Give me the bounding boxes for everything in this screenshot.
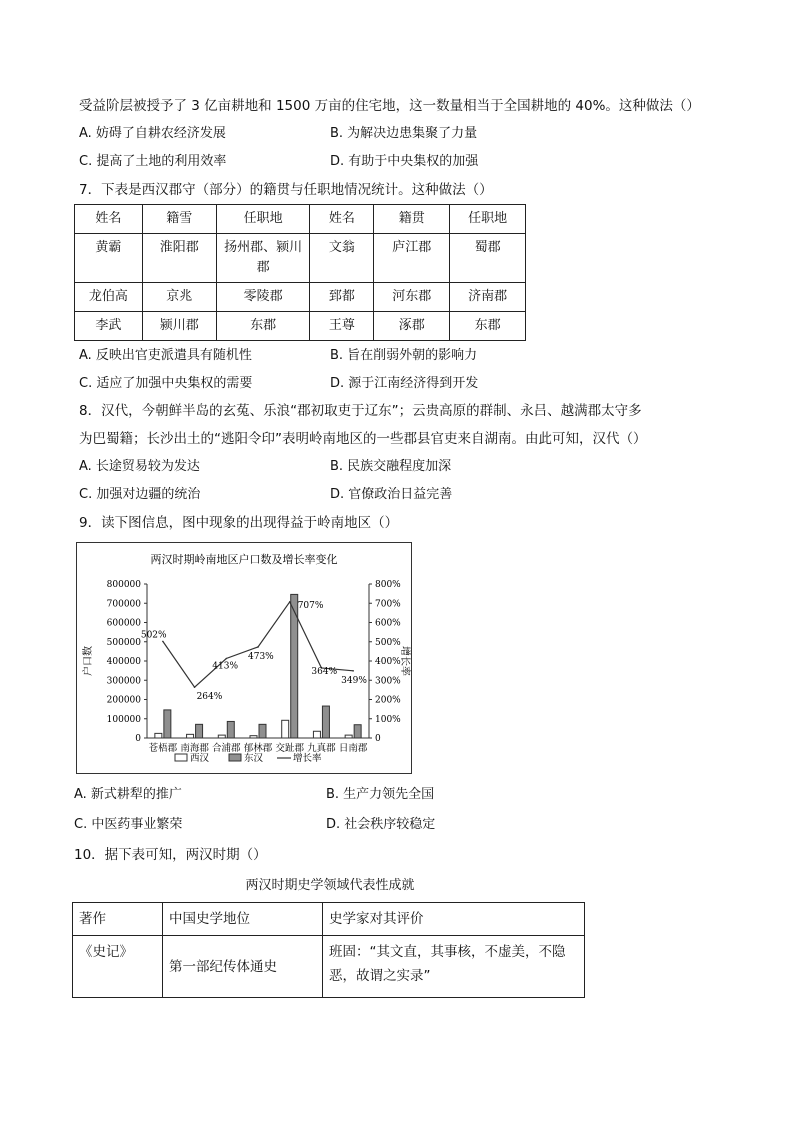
table-cell: 颍川郡: [142, 312, 216, 341]
table-header-row: [73, 903, 585, 936]
data-label: 502%: [140, 630, 167, 641]
q6-option-a[interactable]: A. 妨碍了自耕农经济发展: [79, 126, 226, 141]
q6-stem-tail: 受益阶层被授予了 3 亿亩耕地和 1500 万亩的住宅地，这一数量相当于全国耕地的 40%。这种做法（）: [79, 98, 700, 114]
y-tick-label: 800000: [106, 580, 141, 590]
y2-tick-label: 100%: [375, 714, 401, 725]
y-tick-label: 0: [135, 734, 141, 744]
data-label: 364%: [311, 666, 338, 677]
table-header-cell: 史学家对其评价: [323, 903, 585, 936]
y2-tick-label: 800%: [375, 580, 401, 590]
table-header-cell: 籍雪: [142, 205, 216, 234]
table-header-cell: 任职地: [450, 205, 526, 234]
q7-table: [74, 204, 526, 341]
y2-tick-label: 500%: [375, 637, 401, 648]
table-cell: 文翁: [310, 234, 374, 283]
table-cell: 蜀郡: [450, 234, 526, 283]
growth-rate-point: [225, 658, 227, 660]
growth-rate-point: [289, 601, 291, 603]
q9-stem: 9．读下图信息，图中现象的出现得益于岭南地区（）: [79, 515, 399, 531]
q7-option-c[interactable]: C. 适应了加强中央集权的需要: [79, 376, 253, 391]
q9-option-a[interactable]: A. 新式耕犁的推广: [74, 787, 182, 802]
q8-stem-line1: 8．汉代，今朝鲜半岛的玄菟、乐浪“郡初取吏于辽东”；云贵高原的群制、永吕、越满郡太守多: [79, 403, 642, 419]
x-tick-label: 日南郡: [338, 743, 368, 754]
table-row: [73, 936, 585, 998]
table-cell: 第一部纪传体通史: [163, 936, 323, 998]
table-header-cell: 任职地: [216, 205, 310, 234]
table-row: [75, 234, 526, 283]
table-cell: 东郡: [450, 312, 526, 341]
y-tick-label: 700000: [106, 599, 141, 610]
q8-option-d[interactable]: D. 官僚政治日益完善: [330, 487, 453, 502]
y2-tick-label: 400%: [375, 657, 401, 667]
table-cell: 班固：“其文直，其事核，不虚美，不隐恶，故谓之实录”: [323, 936, 585, 998]
table-cell: 黄霸: [75, 234, 143, 283]
q9-option-b[interactable]: B. 生产力领先全国: [326, 787, 435, 802]
bar-donghan: [164, 710, 171, 738]
table-cell: 东郡: [216, 312, 310, 341]
table-header-cell: 著作: [73, 903, 163, 936]
chart-svg: [77, 543, 411, 773]
data-label: 349%: [341, 675, 367, 686]
x-tick-label: 郁林郡: [243, 743, 273, 754]
table-cell: 李武: [75, 312, 143, 341]
y2-tick-label: 700%: [375, 599, 401, 610]
y2-tick-label: 200%: [375, 695, 401, 706]
legend-label-rate: 增长率: [293, 753, 322, 764]
y2-axis-label: 增长率: [399, 646, 410, 676]
bar-xihan: [218, 735, 225, 738]
x-tick-label: 合浦郡: [212, 743, 241, 754]
x-tick-label: 苍梧郡: [148, 743, 178, 754]
q6-option-d[interactable]: D. 有助于中央集权的加强: [330, 154, 479, 169]
bar-xihan: [250, 736, 257, 738]
x-tick-label: 九真郡: [307, 743, 336, 754]
table-row: [75, 283, 526, 312]
y2-tick-label: 600%: [375, 618, 401, 629]
growth-rate-point: [257, 646, 259, 648]
q9-option-d[interactable]: D. 社会秩序较稳定: [326, 817, 436, 832]
q8-option-c[interactable]: C. 加强对边疆的统治: [79, 487, 201, 502]
bar-xihan: [313, 731, 320, 738]
bar-xihan: [345, 735, 352, 738]
table-cell: 《史记》: [73, 936, 163, 998]
legend-label-xihan: 西汉: [190, 753, 210, 764]
data-label: 413%: [212, 661, 239, 672]
table-header-cell: 姓名: [75, 205, 143, 234]
table-header-row: [75, 205, 526, 234]
q6-option-c[interactable]: C. 提高了土地的利用效率: [79, 154, 227, 169]
table-cell: 京兆: [142, 283, 216, 312]
table-cell: 河东郡: [374, 283, 450, 312]
legend-label-donghan: 东汉: [244, 753, 264, 764]
table-cell: 王尊: [310, 312, 374, 341]
x-tick-label: 交趾郡: [275, 743, 304, 754]
table-cell: 龙伯高: [75, 283, 143, 312]
table-cell: 济南郡: [450, 283, 526, 312]
table-header-cell: 中国史学地位: [163, 903, 323, 936]
data-label: 264%: [196, 692, 223, 703]
q10-table: [72, 902, 585, 998]
legend-swatch-donghan: [229, 754, 241, 761]
q8-option-b[interactable]: B. 民族交融程度加深: [330, 459, 452, 474]
bar-donghan: [227, 721, 234, 738]
bar-xihan: [282, 720, 289, 738]
y-tick-label: 600000: [106, 618, 141, 629]
y-axis-label: 户口数: [83, 646, 94, 676]
table-header-cell: 姓名: [310, 205, 374, 234]
data-label: 707%: [297, 600, 324, 611]
bar-donghan: [354, 725, 361, 738]
y-tick-label: 400000: [106, 657, 141, 667]
growth-rate-point: [162, 641, 164, 643]
table-header-cell: 籍贯: [374, 205, 450, 234]
table-cell: 涿郡: [374, 312, 450, 341]
q7-option-a[interactable]: A. 反映出官吏派遣具有随机性: [79, 348, 252, 363]
growth-rate-point: [352, 670, 354, 672]
table-cell: 零陵郡: [216, 283, 310, 312]
bar-xihan: [187, 734, 194, 738]
q8-option-a[interactable]: A. 长途贸易较为发达: [79, 459, 200, 474]
bar-xihan: [155, 733, 162, 738]
y2-tick-label: 300%: [375, 676, 401, 687]
q9-option-c[interactable]: C. 中医药事业繁荣: [74, 817, 183, 832]
table-cell: 郅都: [310, 283, 374, 312]
x-tick-label: 南海郡: [180, 743, 209, 754]
y-tick-label: 100000: [106, 714, 141, 725]
q7-option-b[interactable]: B. 旨在削弱外朝的影响力: [330, 348, 478, 363]
q7-option-d[interactable]: D. 源于江南经济得到开发: [330, 376, 479, 391]
table-row: [75, 312, 526, 341]
legend-swatch-xihan: [175, 754, 187, 761]
q10-table-caption: 两汉时期史学领域代表性成就: [245, 878, 415, 893]
y-tick-label: 300000: [106, 676, 141, 687]
q6-option-b[interactable]: B. 为解决边患集聚了力量: [330, 126, 478, 141]
growth-rate-point: [194, 686, 196, 688]
table-cell: 庐江郡: [374, 234, 450, 283]
q7-stem: 7．下表是西汉郡守（部分）的籍贯与任职地情况统计。这种做法（）: [79, 182, 493, 198]
bar-donghan: [259, 724, 266, 738]
chart-title: 两汉时期岭南地区户口数及增长率变化: [150, 553, 338, 566]
q10-stem: 10．据下表可知，两汉时期（）: [74, 847, 267, 863]
bar-donghan: [196, 724, 203, 738]
bar-donghan: [322, 706, 329, 738]
table-cell: 淮阳郡: [142, 234, 216, 283]
q8-stem-line2: 为巴蜀籍；长沙出土的“逃阳令印”表明岭南地区的一些郡县官吏来自湖南。由此可知，汉代（）: [79, 431, 647, 447]
q9-chart: [76, 542, 412, 774]
table-cell: 扬州郡、颍川郡: [216, 234, 310, 283]
y-tick-label: 500000: [106, 637, 141, 648]
y2-tick-label: 0: [375, 734, 381, 744]
y-tick-label: 200000: [106, 695, 141, 706]
data-label: 473%: [248, 651, 274, 662]
